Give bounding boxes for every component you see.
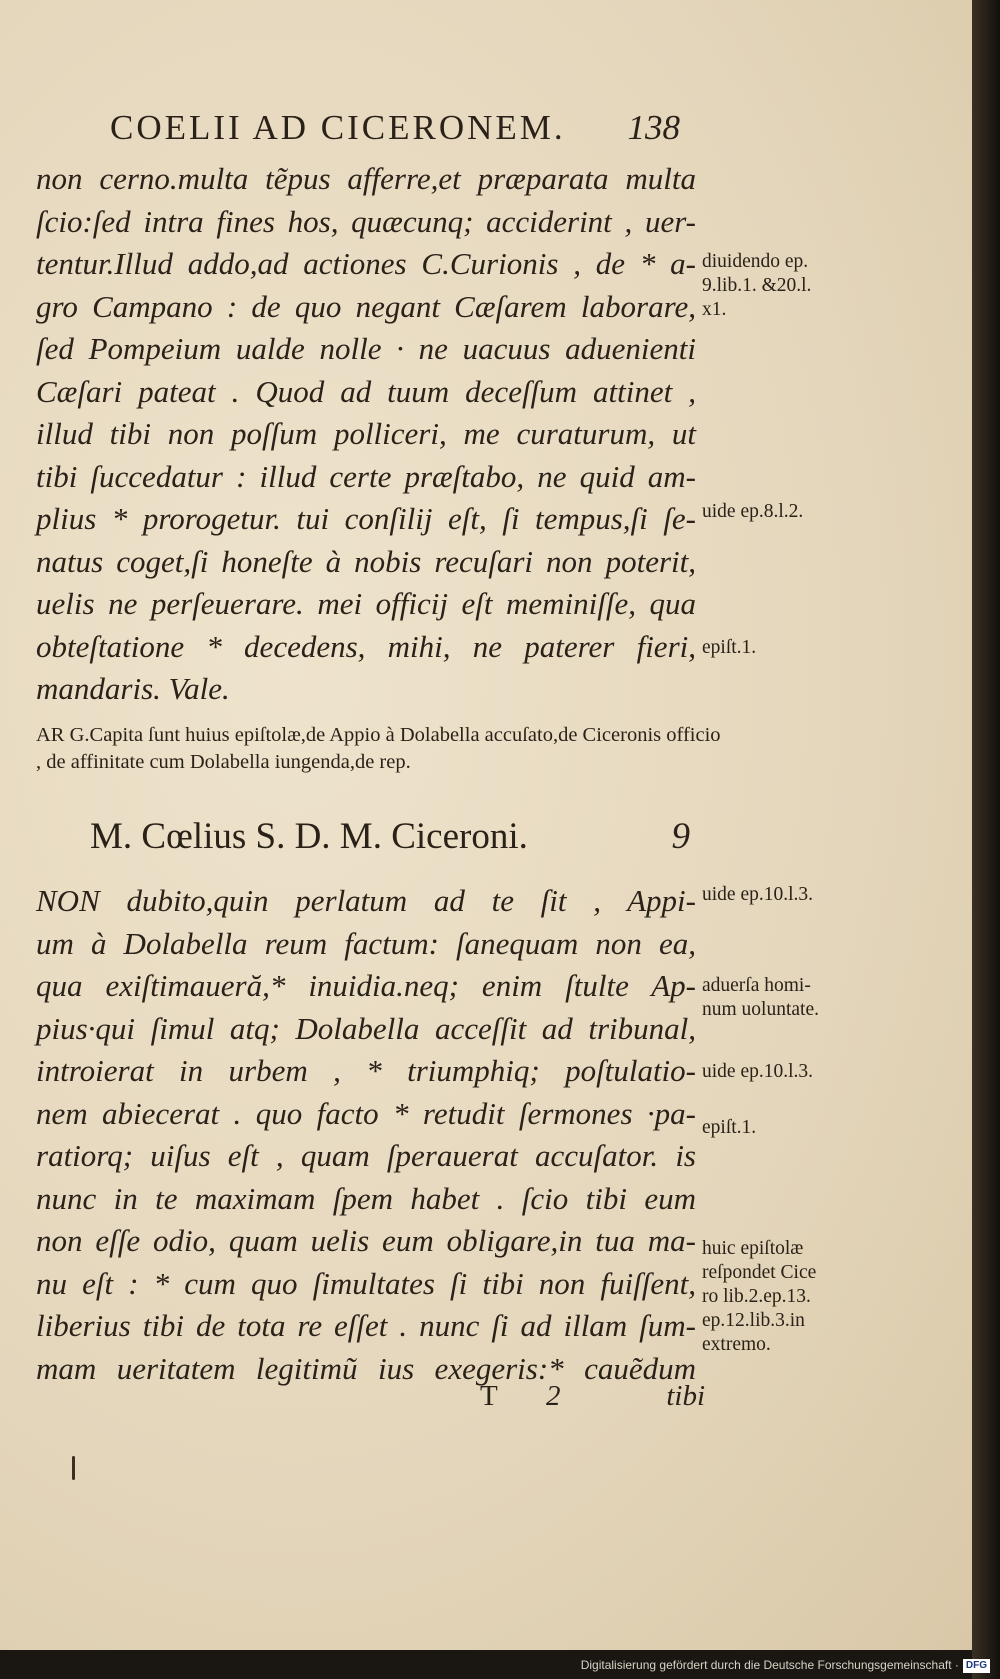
- running-head-title: COELII AD CICERONEM.: [110, 108, 566, 147]
- text-line: qua exiſtimaueră,* inuidia.neq; enim ſtulte Ap-: [36, 968, 696, 1003]
- text-line: gro Campano : de quo negant Cæſarem laborare,: [36, 288, 696, 324]
- text-line: liberius tibi de tota re eſſet . nunc ſi ad illam ſum-: [36, 1308, 696, 1343]
- text-line: uelis ne perſeuerare. mei officij eſt meminiſſe, qua: [36, 586, 696, 621]
- marginal-note: epiſt.1.: [702, 1117, 757, 1138]
- text-line: natus coget,ſi honeſte à nobis recuſari non poterit,: [36, 543, 696, 579]
- dfg-logo: DFG: [963, 1659, 990, 1673]
- text-line: non eſſe odio, quam uelis eum obligare,in tua ma-: [36, 1223, 696, 1258]
- text-line: ratiorq; uiſus eſt , quam ſperauerat accuſator. is: [36, 1138, 696, 1173]
- text-line: mam ueritatem legitimũ ius exegeris:* cauẽdum: [36, 1350, 696, 1386]
- running-head: [110, 108, 680, 148]
- text-line: illud tibi non poſſum polliceri, me curaturum, ut: [36, 416, 696, 451]
- letter-heading-title: M. Cœlius S. D. M. Ciceroni.: [90, 816, 528, 857]
- text-line: pius·qui ſimul atq; Dolabella acceſſit ad tribunal,: [36, 1010, 696, 1046]
- text-line: Cæſari pateat . Quod ad tuum deceſſum attinet ,: [36, 373, 696, 409]
- text-line: non cerno.multa tẽpus afferre,et præparata multa: [36, 161, 696, 196]
- text-line: tibi ſuccedatur : illud certe præſtabo, ne quid am-: [36, 458, 696, 494]
- marginal-note: diuidendo ep. 9.lib.1. &20.l. x1.: [702, 251, 812, 320]
- text-line: introierat in urbem , * triumphiq; poſtulatio-: [36, 1053, 696, 1088]
- catchword: tibi: [666, 1380, 705, 1412]
- text-line: plius * prorogetur. tui conſilij eſt, ſi tempus,ſi ſe-: [36, 501, 696, 536]
- signature-number: 2: [546, 1380, 561, 1412]
- text-line: um à Dolabella reum factum: ſanequam non ea,: [36, 925, 696, 961]
- text-line: ſcio:ſed intra fines hos, quæcunq; acciderint , uer-: [36, 203, 696, 239]
- signature-mark: T: [480, 1380, 498, 1412]
- text-line: NON dubito,quin perlatum ad te ſit , Appi-: [36, 883, 696, 918]
- marginal-note: huic epiſtolæ reſpondet Cice ro lib.2.ep.13. ep.12.lib.3.in extremo.: [702, 1238, 817, 1355]
- marginal-note: uide ep.8.l.2.: [702, 501, 804, 522]
- ink-mark: [72, 1456, 75, 1480]
- marginal-note: uide ep.10.l.3.: [702, 1061, 814, 1082]
- letter-number: 9: [671, 816, 690, 857]
- text-line: obteſtatione * decedens, mihi, ne paterer fieri,: [36, 628, 696, 664]
- text-line: nem abiecerat . quo facto * retudit ſermones ·pa-: [36, 1095, 696, 1131]
- text-line: mandaris. Vale.: [36, 671, 230, 706]
- marginal-note: epiſt.1.: [702, 637, 757, 658]
- text-line: nu eſt : * cum quo ſimultates ſi tibi non fuiſſent,: [36, 1265, 696, 1301]
- marginal-note: aduerſa homi- num uoluntate.: [702, 975, 819, 1020]
- text-line: ſed Pompeium ualde nolle · ne uacuus aduenienti: [36, 331, 696, 366]
- letter-text: [36, 880, 696, 1390]
- page-number: 138: [627, 108, 680, 147]
- text-line: tentur.Illud addo,ad actiones C.Curionis , de * a-: [36, 246, 696, 281]
- digitization-footer: [581, 1655, 990, 1675]
- page-edge: [972, 0, 1000, 1679]
- letter-end-text: [36, 158, 696, 711]
- text-line: nunc in te maximam ſpem habet . ſcio tibi eum: [36, 1180, 696, 1216]
- footer-text: Digitalisierung gefördert durch die Deutsche Forschungsgemeinschaft ·: [580, 1658, 959, 1672]
- marginal-note: uide ep.10.l.3.: [702, 884, 814, 905]
- letter-heading: [90, 815, 690, 858]
- argument-summary: AR G.Capita ſunt huius epiſtolæ,de Appio à Dolabella accuſato,de Ciceronis officio , de affinitate cum Dolabella iungenda,de rep.: [36, 724, 721, 773]
